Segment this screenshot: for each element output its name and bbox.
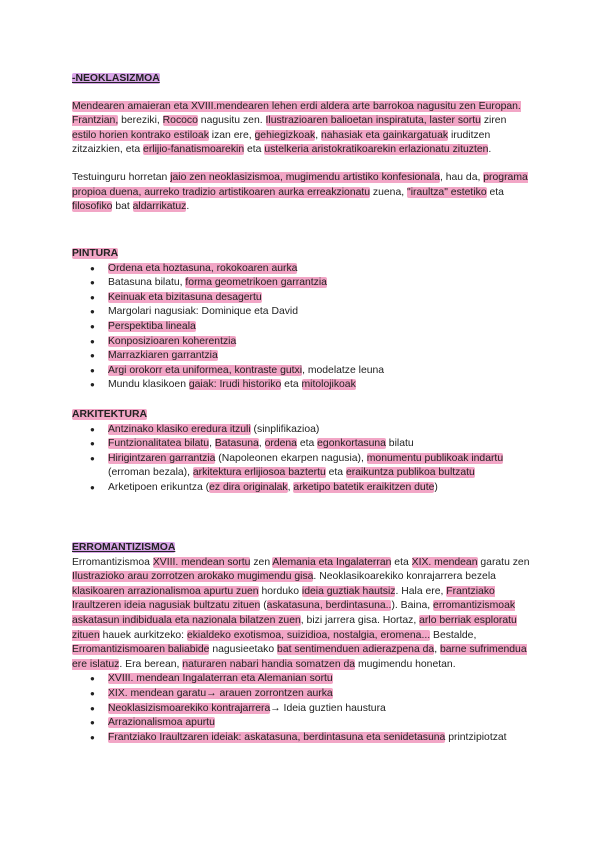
text-run: eta (244, 144, 265, 156)
text-run: nagusitu zen. (197, 115, 266, 127)
romanticism-list (72, 672, 532, 745)
romanticism-paragraph (72, 556, 532, 673)
text-run: , (287, 481, 294, 493)
romanticism-title: ERROMANTIZISMOA (72, 542, 176, 553)
text-run: (Napoleonen ekarpen nagusia), (215, 452, 367, 464)
highlighted-text: Frantziako Iraultzeren ideia nagusiak bultzatu zituen (72, 585, 495, 612)
highlighted-text: ustelkeria aristokratikoarekin erlazionatu zituzten (264, 144, 489, 156)
text-run: Bestalde, (430, 629, 477, 641)
text-run: printzipiotzat (445, 731, 507, 743)
text-run: , hau da, (439, 171, 484, 183)
text-run: ( (260, 600, 267, 612)
highlighted-text: XVIII. mendean sortu (152, 556, 251, 568)
highlighted-text: arkitektura erlijiosoa baztertu (192, 467, 326, 479)
list-item (108, 349, 532, 364)
painting-heading (72, 247, 532, 262)
text-run: → Ideia guztien haustura (270, 702, 386, 714)
highlighted-text: XIX. mendean (411, 556, 478, 568)
list-item (108, 276, 532, 291)
architecture-section (72, 408, 532, 496)
list-item (108, 335, 532, 350)
neoclassicism-heading (72, 72, 532, 87)
architecture-list (72, 423, 532, 496)
highlighted-text: barne sufrimendua ere islatuz (72, 644, 527, 670)
highlighted-text: Neoklasizismoarekiko kontrajarrera (108, 702, 271, 714)
romanticism-section (72, 541, 532, 745)
neoclassicism-paragraph-1 (72, 100, 532, 158)
highlighted-text: Keinuak eta bizitasuna desagertu (108, 291, 262, 303)
highlighted-text: Arrazionalismoa apurtu (108, 717, 215, 729)
list-item (108, 452, 532, 481)
text-run: Margolari nagusiak: Dominique eta David (108, 306, 299, 318)
highlighted-text: Rococo (162, 115, 198, 127)
highlighted-text: erromantizismoak askatasun indibiduala eta nazionala bilatzen zuen (72, 600, 516, 626)
text-run: bereziki, (118, 115, 163, 127)
list-item (108, 378, 532, 393)
text-run: nagusieetako (209, 644, 278, 656)
text-run: eta (391, 556, 412, 568)
highlighted-text: estilo horien kontrako estiloak (72, 129, 209, 141)
highlighted-text: ideia guztiak hautsiz (301, 585, 396, 597)
list-item (108, 437, 532, 452)
list-item (108, 305, 532, 320)
painting-list (72, 262, 532, 393)
highlighted-text: Ilustrazioko arau zorrotzen arokako mugimendu gisa (72, 571, 314, 583)
highlighted-text: Funtzionalitatea bilatu (108, 438, 210, 450)
highlighted-text: ez dira originalak (209, 481, 288, 493)
text-run: . Neoklasikoarekiko konrajarrera bezela (313, 571, 496, 583)
highlighted-text: nahasiak eta gainkargatuak (320, 129, 449, 141)
text-run: (sinplifikazioa) (250, 423, 320, 435)
text-run: . Hala ere, (395, 585, 447, 597)
list-item (108, 731, 532, 746)
highlighted-text: programa propioa duena, aurreko tradizio artistikoaren aurka erreakzionatu (72, 171, 528, 198)
text-run: mugimendu honetan. (355, 658, 456, 670)
list-item (108, 423, 532, 438)
text-run: ziren (480, 115, 507, 127)
neoclassicism-title: -NEOKLASIZMOA (72, 73, 160, 84)
text-run: , (209, 438, 215, 450)
text-run: zuena, (370, 186, 408, 198)
text-run: Arketipoen erikuntza ( (108, 481, 210, 493)
painting-title: PINTURA (72, 248, 119, 259)
highlighted-text: Mendearen amaieran eta XVIII.mendearen lehen erdi aldera arte barrokoa nagusitu zen Europan. Frantzian, (72, 100, 521, 127)
architecture-heading (72, 408, 532, 423)
text-run: ). Baina, (391, 600, 434, 612)
highlighted-text: Argi orokorr eta uniformea, kontraste gutxi (108, 364, 303, 376)
text-run: eta (486, 186, 504, 198)
highlighted-text: Marrazkiaren garrantzia (108, 350, 218, 362)
highlighted-text: monumentu publikoak indartu (366, 452, 504, 464)
romanticism-heading (72, 541, 532, 556)
architecture-title: ARKITEKTURA (72, 409, 148, 420)
painting-section (72, 247, 532, 393)
text-run: Testuinguru horretan (72, 171, 171, 183)
text-run: Mundu klasikoen (108, 379, 189, 391)
text-run: , bizi jarrera gisa. Hortaz, (300, 614, 420, 626)
text-run: bilatu (385, 438, 414, 450)
text-run: eta (325, 467, 346, 479)
list-item (108, 291, 532, 306)
highlighted-text: mitolojikoak (301, 379, 356, 391)
text-run: eta (296, 438, 318, 450)
highlighted-text: Ordena eta hoztasuna, rokokoaren aurka (108, 262, 298, 274)
neoclassicism-paragraph-2 (72, 171, 532, 215)
highlighted-text: Antzinako klasiko eredura itzuli (108, 423, 251, 435)
highlighted-text: egonkortasuna (317, 438, 386, 450)
highlighted-text: Konposizioaren koherentzia (108, 335, 237, 347)
list-item (108, 687, 532, 702)
list-item (108, 702, 532, 717)
list-item (108, 320, 532, 335)
highlighted-text: arketipo batetik eraikitzen dute (293, 481, 435, 493)
highlighted-text: ekialdeko exotismoa, suizidioa, nostalgia, eromena... (186, 629, 431, 641)
highlighted-text: Alemania eta Ingalaterran (272, 556, 392, 568)
text-run: zen (250, 556, 273, 568)
text-run: . (186, 201, 190, 213)
text-run: iruditzen zitzaizkien, eta (72, 129, 491, 156)
text-run: Batasuna bilatu, (108, 277, 186, 289)
highlighted-text: "iraultza" estetiko (407, 186, 487, 198)
text-run: . Era berean, (119, 658, 183, 670)
highlighted-text: XIX. mendean garatu→ arauen zorrontzen aurka (108, 687, 333, 699)
text-run: (erroman bezala), (108, 467, 193, 479)
text-run: hauek aurkitzeko: (99, 629, 187, 641)
text-run: , (315, 129, 321, 141)
text-run: , (434, 644, 440, 656)
highlighted-text: Erromantizismoaren baliabide (72, 644, 210, 656)
highlighted-text: eraikuntza publikoa bultzatu (345, 467, 475, 479)
text-run: eta (281, 379, 302, 391)
text-run: . (488, 144, 492, 156)
highlighted-text: Hirigintzaren garrantzia (108, 452, 216, 464)
text-run: Erromantizismoa (72, 556, 153, 568)
highlighted-text: ordena (264, 438, 297, 450)
highlighted-text: Frantziako Iraultzaren ideiak: askatasuna, berdintasuna eta senidetasuna (108, 731, 446, 743)
highlighted-text: bat sentimenduen adierazpena da (277, 644, 435, 656)
highlighted-text: naturaren nabari handia somatzen da (182, 658, 356, 670)
text-run: horduko (258, 585, 302, 597)
highlighted-text: filosofiko (72, 201, 113, 213)
text-run: , modelatze leuna (302, 364, 385, 376)
list-item (108, 672, 532, 687)
highlighted-text: aldarrikatuz (132, 201, 187, 213)
highlighted-text: askatasuna, berdintasuna.. (266, 600, 392, 612)
highlighted-text: jaio zen neoklasizismoa, mugimendu artistiko konfesionala (170, 171, 440, 183)
list-item (108, 481, 532, 496)
list-item (108, 716, 532, 731)
highlighted-text: Ilustrazioaren balioetan inspiratuta, laster sortu (265, 115, 481, 127)
highlighted-text: Perspektiba lineala (108, 320, 196, 332)
text-run: izan ere, (208, 129, 255, 141)
neoclassicism-section (72, 72, 532, 215)
highlighted-text: XVIII. mendean Ingalaterran eta Alemanian sortu (108, 673, 333, 685)
text-run: , (258, 438, 265, 450)
highlighted-text: forma geometrikoen garrantzia (185, 277, 327, 289)
list-item (108, 364, 532, 379)
highlighted-text: gaiak: Irudi historiko (188, 379, 282, 391)
text-run: ) (434, 481, 438, 493)
list-item (108, 262, 532, 277)
highlighted-text: arlo berriak esploratu zituen (72, 614, 517, 641)
highlighted-text: gehiegizkoak (254, 129, 316, 141)
highlighted-text: klasikoaren arrazionalismoa apurtu zuen (72, 585, 259, 597)
text-run: bat (112, 201, 133, 213)
highlighted-text: Batasuna (214, 438, 259, 450)
text-run: garatu zen (477, 556, 530, 568)
highlighted-text: erlijio-fanatismoarekin (143, 144, 245, 156)
